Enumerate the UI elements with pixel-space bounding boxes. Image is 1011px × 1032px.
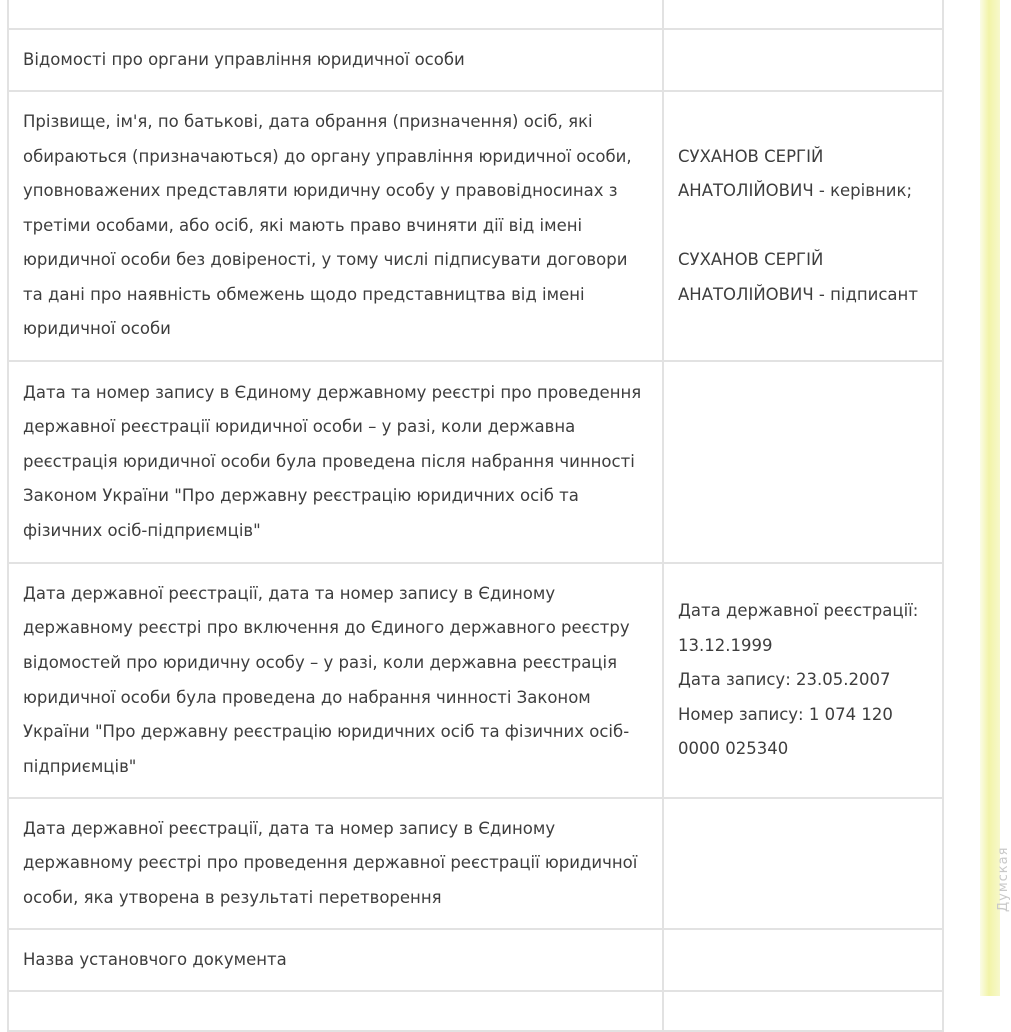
table-row — [8, 929, 943, 991]
record-number-value: Номер запису: 1 074 120 0000 025340 — [678, 704, 893, 759]
watermark: Думская — [996, 846, 1011, 912]
table-cell-label: Назва установчого документа — [8, 929, 663, 991]
table-row — [8, 798, 943, 929]
table-cell-value — [663, 929, 943, 991]
spacer — [678, 209, 928, 243]
record-date-value: Дата запису: 23.05.2007 — [678, 670, 891, 690]
manager-value: СУХАНОВ СЕРГІЙ АНАТОЛІЙОВИЧ - керівник; — [678, 146, 913, 201]
table-cell-label: Дата державної реєстрації, дата та номер запису в Єдиному державному реєстрі про включення до Єдиного державного реєстру відомостей про юридичну особу – у разі, коли державна реєстрація юридичної особи була проведена до набрання чинності Законом України "Про державну реєстрацію юридичних осіб та фізичних осіб-підприємців" — [8, 563, 663, 798]
table-row — [8, 0, 943, 29]
table-cell-value — [663, 91, 943, 361]
table-row — [8, 991, 943, 1031]
table-cell-value — [663, 991, 943, 1031]
table-cell-label — [8, 991, 663, 1031]
table-cell-label: Дата державної реєстрації, дата та номер запису в Єдиному державному реєстрі про проведення державної реєстрації юридичної особи, яка утворена в результаті перетворення — [8, 798, 663, 929]
registration-date-value: Дата державної реєстрації: 13.12.1999 — [678, 601, 919, 655]
registry-table — [7, 0, 944, 1032]
top-partial-value — [678, 0, 780, 1]
table-cell-value — [663, 361, 943, 563]
table-row — [8, 29, 943, 91]
table-cell-label: Дата та номер запису в Єдиному державному реєстрі про проведення державної реєстрації юридичної особи – у разі, коли державна реєстрація юридичної особи була проведена після набрання чинності Законом України "Про державну реєстрацію юридичних осіб та фізичних осіб-підприємців" — [8, 361, 663, 563]
table-cell-label: Прізвище, ім'я, по батькові, дата обрання (призначення) осіб, які обираються (призначаються) до органу управління юридичної особи, уповноважених представляти юридичну особу у правовідносинах з третіми особами, або осіб, які мають право вчиняти дії від імені юридичної особи без довіреності, у тому числі підписувати договори та дані про наявність обмежень щодо представництва від імені юридичної особи — [8, 91, 663, 361]
table-row — [8, 563, 943, 798]
table-cell-value — [663, 798, 943, 929]
table-cell-value — [663, 563, 943, 798]
table-cell-label — [8, 0, 663, 29]
table-cell-label: Відомості про органи управління юридичної особи — [8, 29, 663, 91]
table-row — [8, 361, 943, 563]
table-cell-value — [663, 29, 943, 91]
signatory-value: СУХАНОВ СЕРГІЙ АНАТОЛІЙОВИЧ - підписант — [678, 250, 918, 304]
table-row — [8, 91, 943, 361]
table-cell-value — [663, 0, 943, 29]
